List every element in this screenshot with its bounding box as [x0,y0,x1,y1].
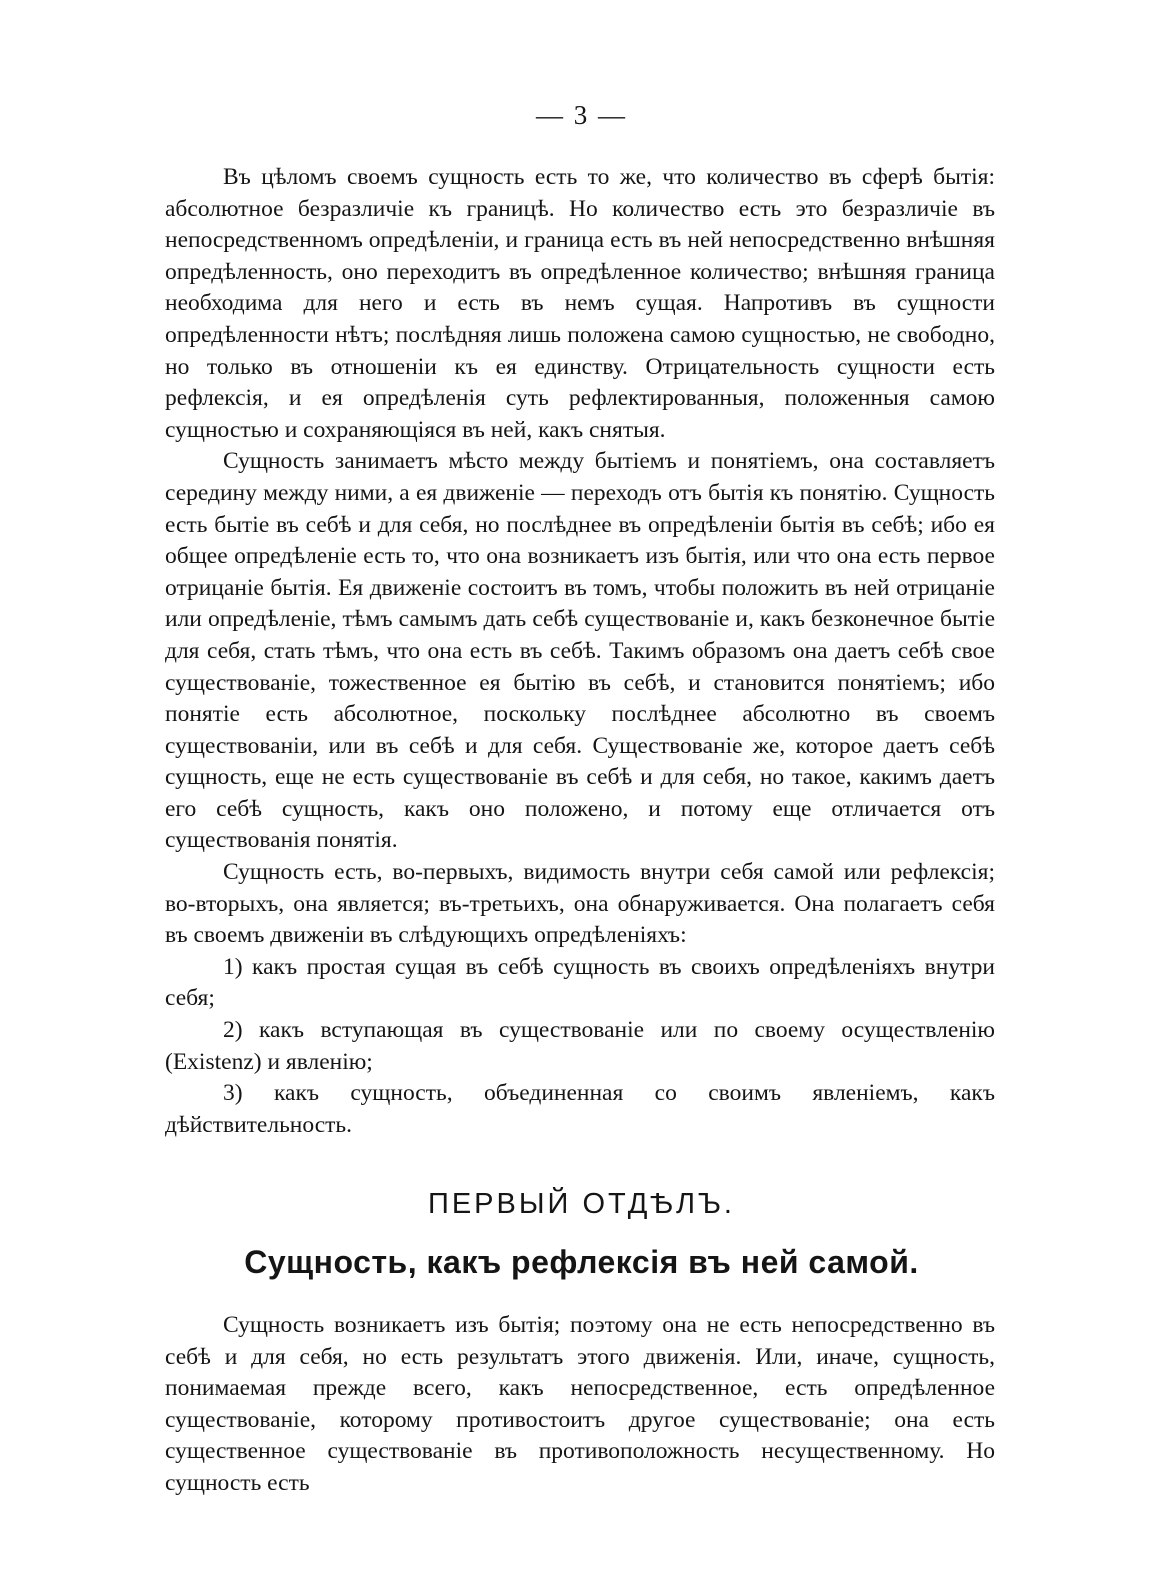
section-text [165,1310,995,1500]
paragraph: Въ цѣломъ своемъ сущность есть то же, что количество въ сферѣ бытія: абсолютное безразличіе къ границѣ. Но количество есть это безразличіе въ непосредственномъ опредѣленіи, и граница есть въ ней непосредственно внѣшняя опредѣленность, оно переходитъ въ опредѣленное количество; внѣшняя граница необходима для него и есть въ немъ сущая. Напротивъ въ сущности опредѣленности нѣтъ; послѣдняя лишь положена самою сущностью, не свободно, но только въ отношеніи къ ея единству. Отрицательность сущности есть рефлексія, и ея опредѣленія суть рефлектированныя, положенныя самою сущностью и сохраняющіяся въ ней, какъ снятыя. [165,164,995,443]
page-number: — 3 — [536,100,627,130]
paragraph: Сущность занимаетъ мѣсто между бытіемъ и понятіемъ, она составляетъ середину между ними, а ея движеніе — переходъ отъ бытія къ понятію. Сущность есть бытіе въ себѣ и для себя, но послѣднее въ опредѣленіи бытія въ себѣ; ибо ея общее опредѣленіе есть то, что она возникаетъ изъ бытія, или что она есть первое отрицаніе бытія. Ея движеніе состоитъ въ томъ, чтобы положить въ ней отрицаніе или опредѣленіе, тѣмъ самымъ дать себѣ существованіе и, какъ безконечное бытіе для себя, стать тѣмъ, что она есть въ себѣ. Такимъ образомъ она даетъ себѣ свое существованіе, тожественное ея бытію въ себѣ, и становится понятіемъ; ибо понятіе есть абсолютное, поскольку послѣднее абсолютно въ своемъ существованіи, или въ себѣ и для себя. Существованіе же, которое даетъ себѣ сущность, еще не есть существованіе въ себѣ и для себя, но такое, какимъ даетъ его себѣ сущность, какъ оно положено, и потому еще отличается отъ существованія понятія. [165,448,995,854]
list-item: 2) какъ вступающая въ существованіе или по своему осуществленію (Existenz) и явленію; [165,1017,995,1075]
list-item: 1) какъ простая сущая въ себѣ сущность въ своихъ опредѣленіяхъ внутри себя; [165,953,995,1012]
introduction-text [165,162,995,1141]
paragraph: Сущность возникаетъ изъ бытія; поэтому она не есть непосредственно въ себѣ и для себя, но есть результатъ этого движенія. Или, иначе, сущность, понимаемая прежде всего, какъ непосредственное, есть опредѣленное существованіе, которому противостоитъ другое существованіе; она есть существенное существованіе въ противоположность несущественному. Но сущность есть [165,1312,995,1496]
list-item: 3) какъ сущность, объединенная со своимъ явленіемъ, какъ дѣйствительность. [165,1080,995,1138]
section-subtitle: Сущность, какъ рефлексія въ ней самой. [244,1244,919,1280]
section-title: ПЕРВЫЙ ОТДѢЛЪ. [428,1188,735,1220]
paragraph: Сущность есть, во-первыхъ, видимость внутри себя самой или рефлексія; во-вторыхъ, она является; въ-третьихъ, она обнаруживается. Она полагаетъ себя въ своемъ движеніи въ слѣдующихъ опредѣленіяхъ: [165,859,995,949]
